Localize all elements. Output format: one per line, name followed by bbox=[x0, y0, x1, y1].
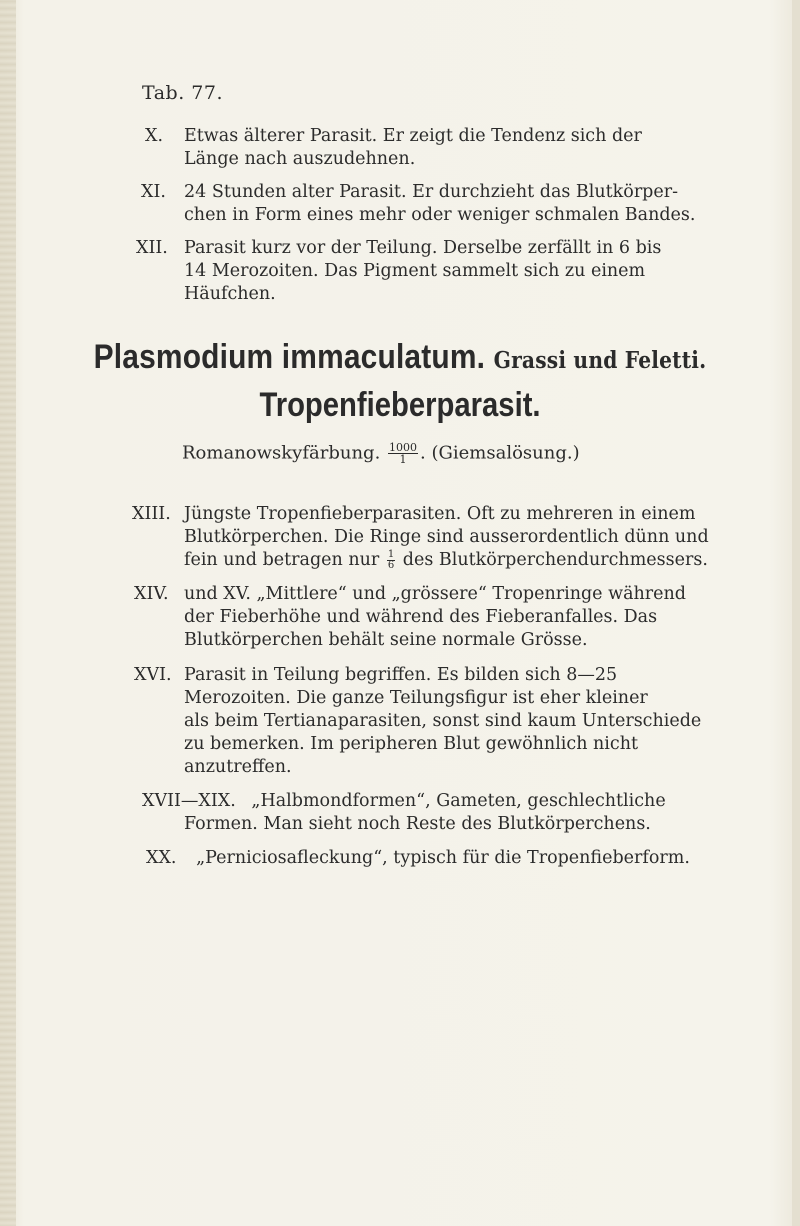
entry-xx bbox=[146, 848, 690, 868]
entry-xvii-xix-number: XVII—XIX. bbox=[142, 791, 236, 811]
entry-xiii-line3-end: des Blutkörperchendurchmessers. bbox=[402, 550, 708, 570]
entry-xiv-number: XIV. bbox=[134, 584, 169, 604]
entry-xiii-line1: Jüngste Tropenfieberparasiten. Oft zu mehreren in einem bbox=[184, 504, 696, 524]
staining-prefix: Romanowskyfärbung. bbox=[182, 442, 381, 464]
entry-xx-text: „Perniciosafleckung“, typisch für die Tropenfieberform. bbox=[196, 848, 690, 868]
entry-x-line1: Etwas älterer Parasit. Er zeigt die Tendenz sich der bbox=[184, 126, 642, 146]
fraction-numerator: 1000 bbox=[389, 441, 418, 454]
entry-xii-line1: Parasit kurz vor der Teilung. Derselbe zerfällt in 6 bis bbox=[184, 238, 662, 258]
entry-xvii-xix bbox=[142, 791, 666, 811]
entry-xvii-xix-line2: Formen. Man sieht noch Reste des Blutkörperchens. bbox=[184, 814, 651, 834]
entry-xi-line1: 24 Stunden alter Parasit. Er durchzieht das Blutkörper- bbox=[184, 182, 679, 202]
entry-xii-number: XII. bbox=[136, 238, 168, 258]
entry-xx-number: XX. bbox=[146, 848, 177, 868]
species-heading bbox=[48, 338, 752, 377]
entry-x-number: X. bbox=[145, 126, 164, 146]
staining-suffix: . (Giemsalösung.) bbox=[420, 442, 580, 464]
entry-xiv-line1: und XV. „Mittlere“ und „grössere“ Tropenringe während bbox=[184, 584, 686, 604]
entry-xii-line3: Häufchen. bbox=[184, 284, 276, 304]
page-right-edge bbox=[792, 0, 800, 1226]
entry-xi-number: XI. bbox=[141, 182, 166, 202]
entry-xii-line2: 14 Merozoiten. Das Pigment sammelt sich zu einem bbox=[184, 261, 646, 281]
entry-xi-line2: chen in Form eines mehr oder weniger schmalen Bandes. bbox=[184, 205, 696, 225]
diameter-fraction-denominator: 6 bbox=[387, 560, 395, 571]
entry-xiii-number: XIII. bbox=[132, 504, 171, 524]
entry-x-line2: Länge nach auszudehnen. bbox=[184, 149, 416, 169]
entry-xiii-line3 bbox=[184, 550, 708, 571]
entry-xvi-line2: Merozoiten. Die ganze Teilungsfigur ist eher kleiner bbox=[184, 688, 648, 708]
diameter-fraction bbox=[387, 550, 395, 571]
page-binding-edge bbox=[0, 0, 16, 1226]
common-name-heading: Tropenfieberparasit. bbox=[259, 386, 541, 424]
entry-xiii-line2: Blutkörperchen. Die Ringe sind ausserordentlich dünn und bbox=[184, 527, 709, 547]
entry-xvii-xix-line1: „Halbmondformen“, Gameten, geschlechtliche bbox=[251, 791, 666, 811]
staining-method bbox=[182, 442, 580, 465]
species-authors: Grassi und Feletti. bbox=[493, 347, 707, 374]
entry-xvi-line1: Parasit in Teilung begriffen. Es bilden sich 8—25 bbox=[184, 665, 618, 685]
entry-xiv-line3: Blutkörperchen behält seine normale Grösse. bbox=[184, 630, 588, 650]
entry-xiii-line3-start: fein und betragen nur bbox=[184, 550, 380, 570]
diameter-fraction-numerator: 1 bbox=[387, 549, 395, 560]
entry-xvi-line5: anzutreffen. bbox=[184, 757, 292, 777]
entry-xvi-line3: als beim Tertianaparasiten, sonst sind kaum Unterschiede bbox=[184, 711, 702, 731]
plate-number: Tab. 77. bbox=[142, 82, 223, 104]
species-name: Plasmodium immaculatum. bbox=[93, 338, 486, 376]
entry-xvi-number: XVI. bbox=[134, 665, 172, 685]
entry-xvi-line4: zu bemerken. Im peripheren Blut gewöhnlich nicht bbox=[184, 734, 639, 754]
magnification-fraction bbox=[388, 442, 418, 465]
entry-xiv-line2: der Fieberhöhe und während des Fieberanfalles. Das bbox=[184, 607, 658, 627]
fraction-denominator: 1 bbox=[399, 453, 407, 466]
